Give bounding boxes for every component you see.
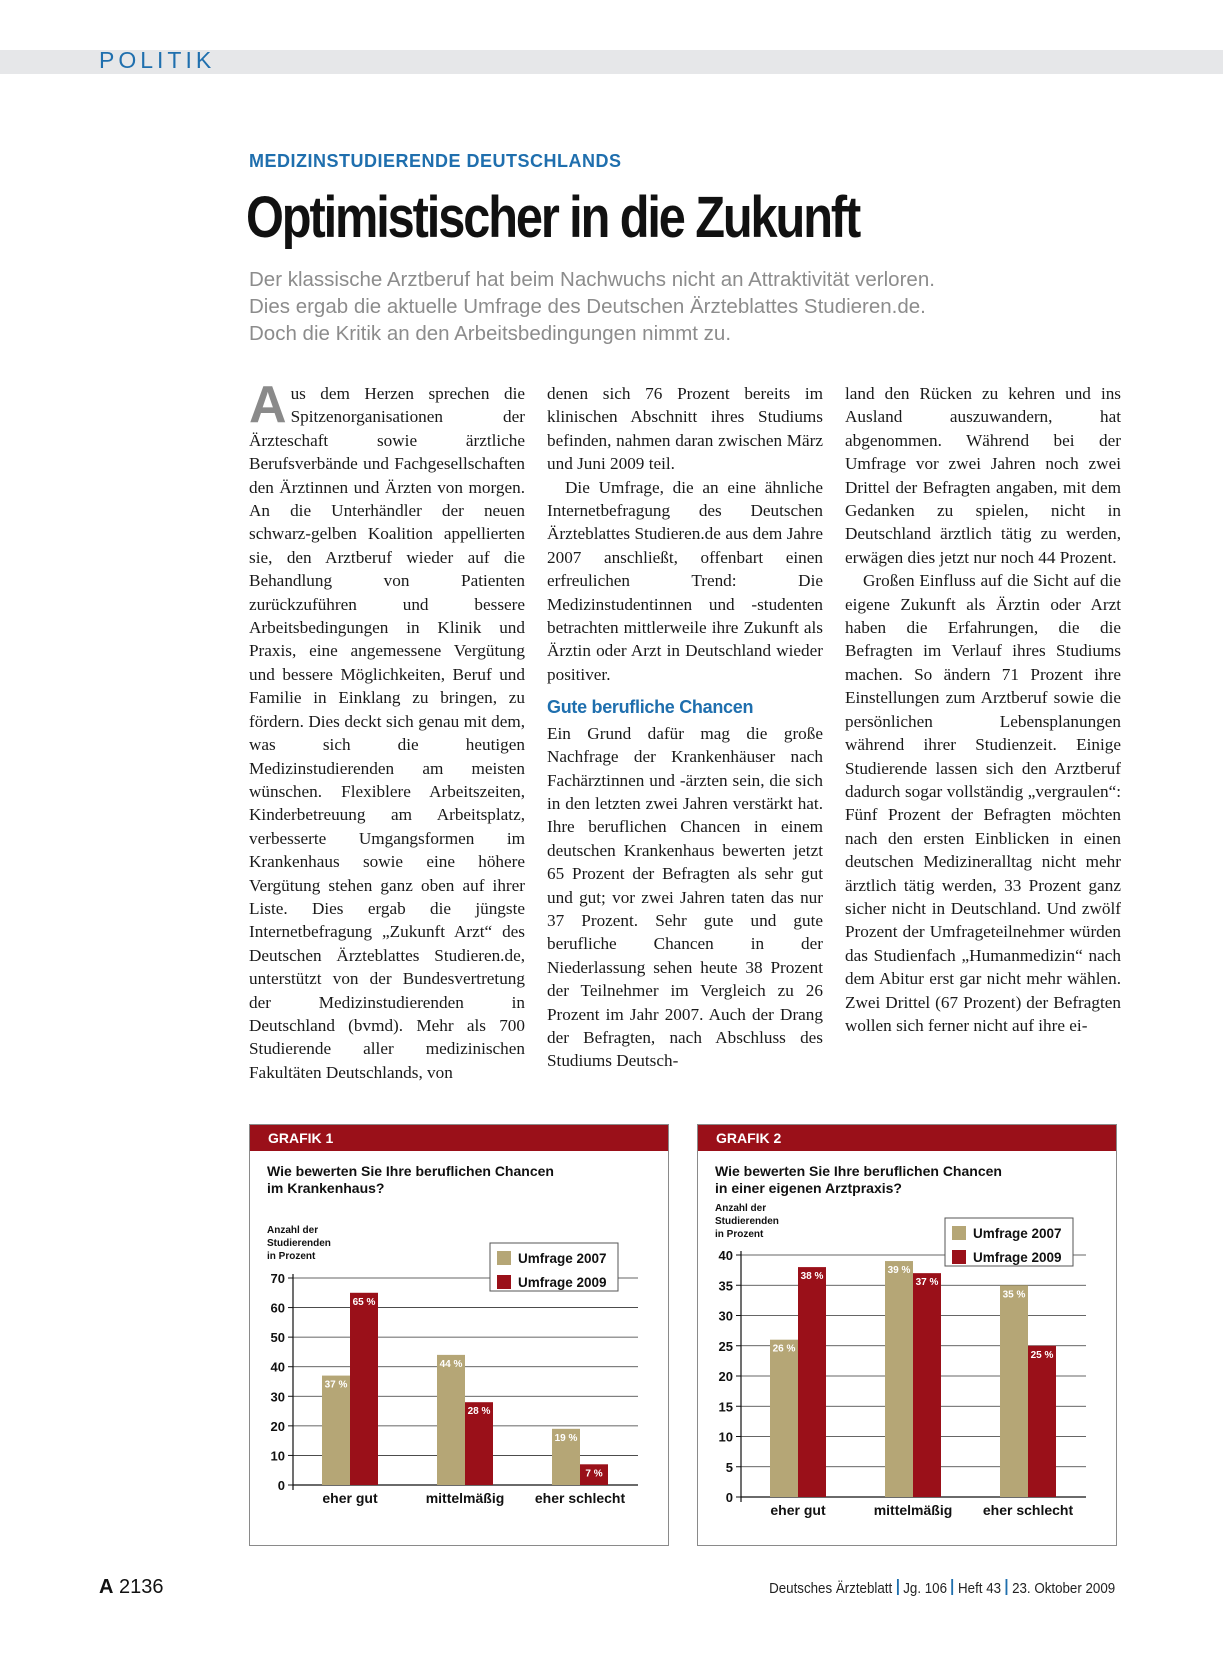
y-tick-label: 20 [270,1418,285,1434]
body-column-3 [845,382,1121,1037]
y-tick-label: 10 [270,1448,285,1464]
legend-swatch [952,1250,966,1264]
y-tick-label: 70 [270,1271,285,1286]
bar-value-label: 35 % [1002,1289,1026,1301]
y-tick-label: 30 [270,1389,285,1405]
kicker: MEDIZINSTUDIERENDE DEUTSCHLANDS [249,151,622,171]
page-number-value: 2136 [119,1576,164,1598]
lead-line: Doch die Kritik an den Arbeitsbedingungen nimmt zu. [249,322,732,345]
bar-value-label: 25 % [1030,1349,1054,1361]
journal-issue: Heft 43 [957,1581,1001,1597]
bar-value-label: 44 % [439,1358,463,1370]
chart-grafik-1 [249,1124,669,1546]
body-column-2 [547,382,823,1073]
y-tick-label: 5 [725,1459,733,1475]
bar-2009 [1028,1346,1056,1497]
y-tick-label: 50 [270,1330,285,1346]
x-tick-label: mittelmäßig [873,1502,953,1518]
y-tick-label: 25 [718,1338,733,1354]
legend-swatch [497,1275,511,1289]
y-tick-label: 15 [718,1399,733,1415]
chart-title-line: in einer eigenen Arztpraxis? [715,1180,902,1196]
legend-entry: Umfrage 2007 [518,1251,607,1266]
x-tick-label: eher schlecht [982,1502,1074,1518]
body-column-1 [249,376,525,1084]
x-tick-label: eher gut [770,1502,826,1518]
y-axis-label: Studierenden [715,1216,779,1227]
chart-label: GRAFIK 2 [698,1125,1116,1151]
bar-2007 [770,1340,798,1497]
bar-value-label: 7 % [585,1468,603,1480]
subheading: Gute berufliche Chancen [547,697,754,718]
legend-entry: Umfrage 2009 [973,1250,1062,1265]
y-tick-label: 10 [718,1429,733,1445]
drop-cap: A [249,376,287,434]
body-paragraph: denen sich 76 Prozent bereits im klinischen Abschnitt ihres Studiums befinden, nahmen daran zwischen März und Juni 2009 teil. [547,384,823,474]
bar-value-label: 26 % [772,1343,796,1355]
chart-label: GRAFIK 1 [250,1125,668,1151]
y-tick-label: 0 [725,1490,733,1505]
lead-paragraph [249,266,1049,347]
y-tick-label: 40 [718,1248,733,1263]
legend-entry: Umfrage 2009 [518,1275,607,1290]
section-label: POLITIK [99,47,216,73]
y-axis-label: in Prozent [715,1229,764,1240]
footer-separator [897,1579,899,1595]
body-paragraph: land den Rücken zu kehren und ins Ausland auszuwandern, hat abgenommen. Während bei der Umfrage vor zwei Jahren noch zwei Drittel der Befragten angaben, mit dem Gedanken zu spielen, nicht in Deutschland ärztlich tätig zu werden, erwägen dies jetzt nur noch 44 Prozent. [845,384,1121,567]
headline: Optimistischer in die Zukunft [246,185,860,250]
bar-2009 [798,1267,826,1497]
y-tick-label: 20 [718,1369,733,1384]
bar-value-label: 19 % [554,1432,578,1444]
bar-chart-svg [698,1125,1116,1545]
bar-value-label: 38 % [800,1271,824,1283]
y-tick-label: 60 [270,1300,285,1316]
bar-2007 [1000,1285,1028,1497]
y-tick-label: 30 [718,1308,733,1324]
body-paragraph: Ein Grund dafür mag die große Nachfrage der Krankenhäuser nach Fachärztinnen und -ärzten sein, die sich in den letzten zwei Jahren verstärkt hat. Ihre beruflichen Chancen in einem deutschen Krankenhaus bewerten jetzt 65 Prozent der Befragten als sehr gut und gut; vor zwei Jahren taten das nur 37 Prozent. Sehr gute und gute berufliche Chancen in der Niederlassung sehen heute 38 Prozent der Teilnehmer im Vergleich zu 26 Prozent im Jahr 2007. Auch der Drang der Befragten, nach Abschluss des Studiums Deutsch- [547,723,823,1071]
y-tick-label: 0 [277,1478,285,1493]
bar-2007 [885,1261,913,1497]
legend-entry: Umfrage 2007 [973,1226,1062,1241]
y-axis-label: in Prozent [267,1251,316,1262]
y-axis-label: Anzahl der [715,1203,767,1214]
x-tick-label: mittelmäßig [425,1490,505,1506]
lead-line: Der klassische Arztberuf hat beim Nachwuchs nicht an Attraktivität verloren. [249,268,935,291]
bar-value-label: 28 % [467,1406,491,1418]
x-tick-label: eher gut [322,1490,378,1506]
legend-swatch [952,1226,966,1240]
chart-title-line: Wie bewerten Sie Ihre beruflichen Chancen [715,1163,1002,1179]
chart-title-line: im Krankenhaus? [267,1180,385,1196]
page-number [99,1576,164,1599]
bar-2009 [350,1293,378,1485]
body-text: us dem Herzen sprechen die Spitzenorganisationen der Ärzteschaft sowie ärztliche Berufsverbände und Fachgesellschaften den Ärztinnen und Ärzten von morgen. An die Unterhändler der neuen schwarz-gelben Koalition appellierten sie, den Arztberuf wieder auf die Behandlung von Patienten zurückzuführen und bessere Arbeitsbedingungen in Klinik und Praxis, eine angemessene Vergütung und bessere Möglichkeiten, Beruf und Familie in Einklang zu bringen, zu fördern. Dies deckt sich genau mit dem, was sich die heutigen Medizinstudierenden am meisten wünschen. Flexiblere Arbeitszeiten, Kinderbetreuung am Arbeitsplatz, verbesserte Umgangsformen im Krankenhaus sowie eine höhere Vergütung stehen ganz oben auf ihrer Liste. Dies ergab die jüngste Internetbefragung „Zukunft Arzt“ des Deutschen Ärzteblattes Studieren.de, unterstützt von der Bundesvertretung der Medizinstudierenden in Deutschland (bvmd). Mehr als 700 Studierende aller medizinischen Fakultäten Deutschlands, von [249,384,525,1082]
journal-name: Deutsches Ärzteblatt [768,1581,893,1597]
bar-value-label: 39 % [887,1265,911,1277]
page-prefix: A [99,1576,114,1598]
y-axis-label: Studierenden [267,1238,331,1249]
lead-line: Dies ergab die aktuelle Umfrage des Deutschen Ärzteblattes Studieren.de. [249,295,926,318]
footer-info [769,1579,1115,1597]
bar-2007 [322,1376,350,1485]
bar-2007 [437,1355,465,1485]
bar-value-label: 65 % [352,1296,376,1308]
y-tick-label: 40 [270,1359,285,1375]
bar-value-label: 37 % [324,1379,348,1391]
chart-title-line: Wie bewerten Sie Ihre beruflichen Chancen [267,1163,554,1179]
footer-separator [1005,1579,1007,1595]
legend-swatch [497,1251,511,1265]
bar-chart-svg [250,1125,668,1545]
x-tick-label: eher schlecht [534,1490,626,1506]
body-paragraph: Die Umfrage, die an eine ähnliche Internetbefragung des Deutschen Ärzteblattes Studieren.de aus dem Jahre 2007 anschließt, offenbart einen erfreulichen Trend: Die Medizinstudentinnen und -studenten betrachten mittlerweile ihre Zukunft als Ärztin oder Arzt in Deutschland wieder positiver. [547,477,823,684]
journal-date: 23. Oktober 2009 [1011,1581,1115,1597]
bar-2009 [913,1273,941,1497]
journal-volume: Jg. 106 [903,1581,947,1597]
bar-value-label: 37 % [915,1277,939,1289]
body-paragraph: Großen Einfluss auf die Sicht auf die eigene Zukunft als Ärztin oder Arzt haben die Erfahrungen, die die Befragten im Verlauf ihres Studiums machen. So ändern 71 Prozent ihre Einstellungen zum Arztberuf sowie die persönlichen Lebensplanungen während ihrer Studienzeit. Einige Studierende lassen sich den Arztberuf dadurch sogar vollständig „vergraulen“: Fünf Prozent der Befragten möchten nach den ersten Einblicken in einen deutschen Medizineralltag nicht mehr ärztlich tätig werden, 33 Prozent ganz sicher nicht in Deutschland. Und zwölf Prozent der Umfrageteilnehmer würden das Studienfach „Humanmedizin“ nach dem Abitur erst gar nicht mehr wählen. Zwei Drittel (67 Prozent) der Befragten wollen sich ferner nicht auf ihre ei- [845,571,1121,1035]
y-tick-label: 35 [718,1278,733,1294]
footer-separator [951,1579,953,1595]
chart-grafik-2 [697,1124,1117,1546]
y-axis-label: Anzahl der [267,1225,319,1236]
